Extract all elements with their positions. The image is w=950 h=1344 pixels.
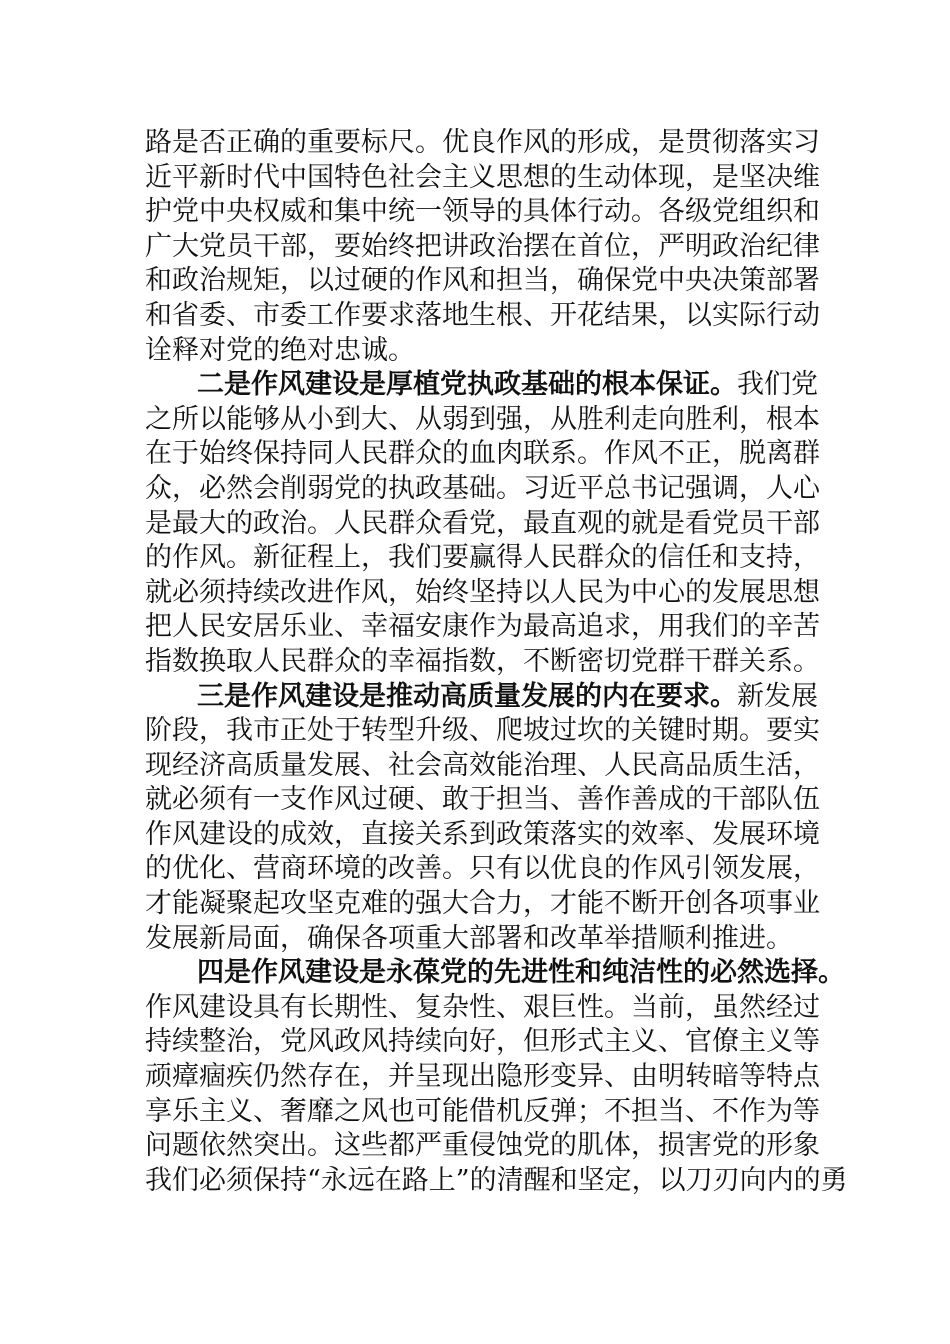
text-line: 问题依然突出。这些都严重侵蚀党的肌体，损害党的形象 — [145, 1130, 820, 1162]
text-line: 之所以能够从小到大、从弱到强，从胜利走向胜利，根本 — [145, 403, 820, 435]
document-body — [145, 126, 848, 1198]
text-line: 我们必须保持“永远在路上”的清醒和坚定，以刀刃向内的勇 — [145, 1164, 848, 1196]
text-line: 把人民安居乐业、幸福安康作为最高追求，用我们的辛苦 — [145, 611, 820, 643]
text-line: 在于始终保持同人民群众的血肉联系。作风不正，脱离群 — [145, 438, 820, 470]
text-line: 和省委、市委工作要求落地生根、开花结果，以实际行动 — [145, 299, 820, 331]
paragraph-first-line — [145, 956, 845, 991]
text-line: 作风建设的成效，直接关系到政策落实的效率、发展环境 — [145, 818, 820, 850]
text-line: 持续整治，党风政风持续向好，但形式主义、官僚主义等 — [145, 1026, 820, 1058]
text-line: 现经济高质量发展、社会高效能治理、人民高品质生活， — [145, 749, 820, 781]
text-line: 指数换取人民群众的幸福指数，不断密切党群干群关系。 — [145, 645, 820, 677]
text-line: 阶段，我市正处于转型升级、爬坡过坎的关键时期。要实 — [145, 715, 820, 747]
text-line: 护党中央权威和集中统一领导的具体行动。各级党组织和 — [145, 196, 820, 228]
paragraph-heading: 二是作风建设是厚植党执政基础的根本保证。 — [197, 369, 737, 401]
paragraph-first-line — [145, 680, 818, 715]
text-line: 就必须持续改进作风，始终坚持以人民为中心的发展思想 — [145, 576, 820, 608]
heading-rest-text: 我们党 — [737, 369, 818, 401]
text-line: 就必须有一支作风过硬、敢于担当、善作善成的干部队伍 — [145, 784, 820, 816]
text-line: 广大党员干部，要始终把讲政治摆在首位，严明政治纪律 — [145, 230, 820, 262]
paragraph-4 — [145, 956, 848, 1198]
heading-rest-text: 新发展 — [737, 680, 818, 712]
text-line: 才能凝聚起攻坚克难的强大合力，才能不断开创各项事业 — [145, 888, 820, 920]
paragraph-heading: 三是作风建设是推动高质量发展的内在要求。 — [197, 680, 737, 712]
paragraph-3 — [145, 680, 820, 957]
text-line: 和政治规矩，以过硬的作风和担当，确保党中央决策部署 — [145, 265, 820, 297]
text-line: 诠释对党的绝对忠诚。 — [145, 334, 415, 366]
text-line: 是最大的政治。人民群众看党，最直观的就是看党员干部 — [145, 507, 820, 539]
text-line: 的作风。新征程上，我们要赢得人民群众的信任和支持， — [145, 542, 820, 574]
text-line: 作风建设具有长期性、复杂性、艰巨性。当前，虽然经过 — [145, 991, 820, 1023]
text-line: 享乐主义、奢靡之风也可能借机反弹；不担当、不作为等 — [145, 1095, 820, 1127]
paragraph-1 — [145, 126, 820, 368]
paragraph-heading: 四是作风建设是永葆党的先进性和纯洁性的必然选择。 — [197, 957, 845, 989]
text-line: 路是否正确的重要标尺。优良作风的形成，是贯彻落实习 — [145, 127, 820, 158]
text-line: 的优化、营商环境的改善。只有以优良的作风引领发展， — [145, 853, 820, 885]
paragraph-2 — [145, 368, 820, 679]
text-line: 众，必然会削弱党的执政基础。习近平总书记强调，人心 — [145, 472, 820, 504]
paragraph-first-line — [145, 368, 818, 403]
text-line: 发展新局面，确保各项重大部署和改革举措顺利推进。 — [145, 922, 793, 954]
text-line: 顽瘴痼疾仍然存在，并呈现出隐形变异、由明转暗等特点 — [145, 1061, 820, 1093]
text-line: 近平新时代中国特色社会主义思想的生动体现，是坚决维 — [145, 161, 820, 193]
